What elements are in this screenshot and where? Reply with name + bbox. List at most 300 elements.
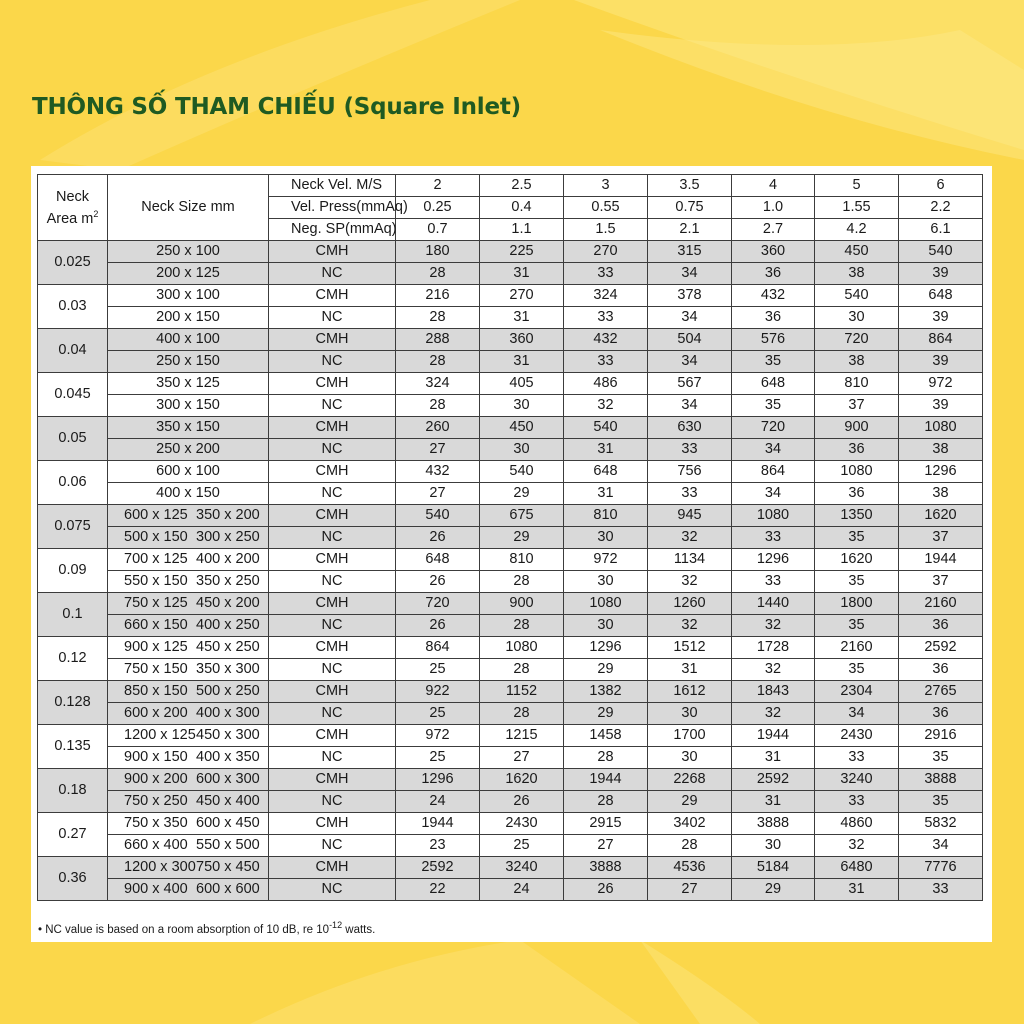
value-cell: 432 [564, 329, 648, 351]
measure-type-cell: CMH [269, 549, 396, 571]
value-cell: 540 [564, 417, 648, 439]
value-cell: 33 [564, 351, 648, 373]
neck-size-value: 600 x 300 [196, 771, 260, 787]
value-cell: 26 [396, 571, 480, 593]
value-cell: 28 [648, 835, 732, 857]
neck-size-cell [108, 813, 269, 835]
value-cell: 324 [564, 285, 648, 307]
value-cell: 32 [648, 527, 732, 549]
value-cell: 24 [396, 791, 480, 813]
neck-size-cell: 400 x 150 [108, 483, 269, 505]
value-cell: 810 [564, 505, 648, 527]
value-cell: 1382 [564, 681, 648, 703]
header-value: 2 [396, 175, 480, 197]
neck-size-cell: 350 x 125 [108, 373, 269, 395]
value-cell: 27 [396, 483, 480, 505]
header-row [38, 175, 983, 197]
neck-area-cell: 0.36 [38, 857, 108, 901]
table-row [38, 681, 983, 703]
table-row [38, 747, 983, 769]
value-cell: 1080 [899, 417, 983, 439]
neck-area-cell: 0.075 [38, 505, 108, 549]
neck-area-cell: 0.05 [38, 417, 108, 461]
neck-size-value: 600 x 450 [196, 815, 260, 831]
value-cell: 27 [480, 747, 564, 769]
value-cell: 3240 [815, 769, 899, 791]
measure-type-cell: NC [269, 879, 396, 901]
measure-type-cell: CMH [269, 373, 396, 395]
measure-type-cell: NC [269, 263, 396, 285]
neck-size-value: 450 x 250 [196, 639, 260, 655]
table-row [38, 307, 983, 329]
table-row [38, 703, 983, 725]
neck-size-value: 400 x 250 [196, 617, 260, 633]
value-cell: 2160 [815, 637, 899, 659]
header-value: 4 [732, 175, 815, 197]
value-cell: 1944 [732, 725, 815, 747]
value-cell: 33 [815, 747, 899, 769]
value-cell: 31 [480, 263, 564, 285]
table-row [38, 813, 983, 835]
neck-area-header-sup: 2 [93, 208, 99, 219]
value-cell: 33 [899, 879, 983, 901]
value-cell: 37 [899, 571, 983, 593]
measure-type-cell: NC [269, 395, 396, 417]
table-row [38, 351, 983, 373]
neck-size-cell [108, 659, 269, 681]
value-cell: 270 [564, 241, 648, 263]
value-cell: 2592 [396, 857, 480, 879]
measure-type-cell: NC [269, 571, 396, 593]
value-cell: 33 [648, 483, 732, 505]
spec-table [37, 174, 983, 901]
neck-size-value: 600 x 125 [124, 507, 188, 523]
neck-size-cell [108, 857, 269, 879]
neck-size-value: 1200 x 125 [124, 727, 196, 743]
neck-area-cell: 0.12 [38, 637, 108, 681]
value-cell: 31 [732, 747, 815, 769]
table-row [38, 637, 983, 659]
value-cell: 23 [396, 835, 480, 857]
value-cell: 1080 [732, 505, 815, 527]
neck-area-cell: 0.09 [38, 549, 108, 593]
value-cell: 30 [480, 439, 564, 461]
neck-area-header-line1: Neck [55, 188, 90, 205]
neck-size-value: 850 x 150 [124, 683, 188, 699]
value-cell: 36 [732, 263, 815, 285]
neck-size-value: 350 x 200 [196, 507, 260, 523]
measure-type-cell: CMH [269, 241, 396, 263]
value-cell: 675 [480, 505, 564, 527]
value-cell: 315 [648, 241, 732, 263]
value-cell: 864 [899, 329, 983, 351]
value-cell: 31 [564, 439, 648, 461]
value-cell: 28 [396, 395, 480, 417]
value-cell: 630 [648, 417, 732, 439]
header-value: 3 [564, 175, 648, 197]
value-cell: 30 [564, 527, 648, 549]
measure-type-cell: CMH [269, 769, 396, 791]
value-cell: 432 [732, 285, 815, 307]
value-cell: 1612 [648, 681, 732, 703]
value-cell: 2592 [732, 769, 815, 791]
value-cell: 720 [732, 417, 815, 439]
value-cell: 2160 [899, 593, 983, 615]
header-value: 0.75 [648, 197, 732, 219]
measure-type-cell: NC [269, 703, 396, 725]
value-cell: 216 [396, 285, 480, 307]
header-value: 0.25 [396, 197, 480, 219]
measure-type-cell: NC [269, 439, 396, 461]
header-value: 6 [899, 175, 983, 197]
neck-size-cell [108, 879, 269, 901]
value-cell: 31 [480, 307, 564, 329]
value-cell: 34 [732, 439, 815, 461]
value-cell: 540 [396, 505, 480, 527]
measure-type-cell: CMH [269, 417, 396, 439]
measure-type-cell: CMH [269, 285, 396, 307]
neck-size-value: 750 x 450 [196, 859, 260, 875]
table-row [38, 571, 983, 593]
neck-size-value: 400 x 300 [196, 705, 260, 721]
neck-size-value: 900 x 200 [124, 771, 188, 787]
measure-type-cell: CMH [269, 813, 396, 835]
neck-size-value: 400 x 350 [196, 749, 260, 765]
spec-table-panel [31, 166, 992, 942]
value-cell: 36 [899, 615, 983, 637]
value-cell: 648 [396, 549, 480, 571]
table-row [38, 527, 983, 549]
value-cell: 1458 [564, 725, 648, 747]
value-cell: 35 [815, 659, 899, 681]
value-cell: 36 [899, 703, 983, 725]
value-cell: 30 [732, 835, 815, 857]
value-cell: 22 [396, 879, 480, 901]
neck-area-cell: 0.04 [38, 329, 108, 373]
header-value: 1.1 [480, 219, 564, 241]
value-cell: 1944 [564, 769, 648, 791]
neck-size-cell: 300 x 150 [108, 395, 269, 417]
header-value: 3.5 [648, 175, 732, 197]
table-row [38, 439, 983, 461]
spec-table-body [38, 175, 983, 901]
value-cell: 32 [648, 571, 732, 593]
neck-area-cell: 0.1 [38, 593, 108, 637]
footnote [38, 920, 376, 936]
value-cell: 28 [396, 307, 480, 329]
value-cell: 810 [815, 373, 899, 395]
neck-size-value: 350 x 250 [196, 573, 260, 589]
value-cell: 30 [815, 307, 899, 329]
table-row [38, 879, 983, 901]
value-cell: 1800 [815, 593, 899, 615]
value-cell: 30 [564, 615, 648, 637]
value-cell: 29 [648, 791, 732, 813]
footnote-suffix: watts. [342, 924, 376, 936]
neck-size-cell [108, 637, 269, 659]
value-cell: 36 [815, 439, 899, 461]
neck-size-value: 600 x 200 [124, 705, 188, 721]
measure-type-cell: CMH [269, 857, 396, 879]
table-row [38, 373, 983, 395]
table-row [38, 835, 983, 857]
table-row [38, 791, 983, 813]
value-cell: 32 [732, 703, 815, 725]
value-cell: 225 [480, 241, 564, 263]
neck-size-cell [108, 615, 269, 637]
measure-type-cell: NC [269, 791, 396, 813]
value-cell: 34 [899, 835, 983, 857]
value-cell: 38 [899, 439, 983, 461]
neck-size-value: 350 x 300 [196, 661, 260, 677]
value-cell: 28 [564, 747, 648, 769]
value-cell: 34 [648, 307, 732, 329]
header-value: 0.4 [480, 197, 564, 219]
value-cell: 2916 [899, 725, 983, 747]
neck-size-value: 400 x 200 [196, 551, 260, 567]
neck-size-cell: 350 x 150 [108, 417, 269, 439]
value-cell: 24 [480, 879, 564, 901]
footnote-exponent: -12 [329, 920, 343, 931]
header-value: 5 [815, 175, 899, 197]
measure-type-cell: CMH [269, 593, 396, 615]
neck-size-value: 750 x 250 [124, 793, 188, 809]
value-cell: 1620 [815, 549, 899, 571]
value-cell: 864 [732, 461, 815, 483]
value-cell: 3402 [648, 813, 732, 835]
neck-size-cell [108, 681, 269, 703]
value-cell: 288 [396, 329, 480, 351]
value-cell: 31 [648, 659, 732, 681]
value-cell: 31 [564, 483, 648, 505]
neck-size-value: 450 x 300 [196, 727, 260, 743]
table-row [38, 549, 983, 571]
neck-area-header-text [47, 186, 99, 230]
value-cell: 30 [648, 747, 732, 769]
value-cell: 1728 [732, 637, 815, 659]
value-cell: 504 [648, 329, 732, 351]
value-cell: 27 [564, 835, 648, 857]
value-cell: 1700 [648, 725, 732, 747]
measure-type-cell: NC [269, 835, 396, 857]
value-cell: 38 [815, 351, 899, 373]
neck-size-value: 450 x 200 [196, 595, 260, 611]
neck-area-cell: 0.135 [38, 725, 108, 769]
header-value: 0.55 [564, 197, 648, 219]
value-cell: 34 [815, 703, 899, 725]
value-cell: 1296 [732, 549, 815, 571]
measure-type-cell: CMH [269, 637, 396, 659]
table-row [38, 285, 983, 307]
value-cell: 1512 [648, 637, 732, 659]
value-cell: 5184 [732, 857, 815, 879]
neck-size-header: Neck Size mm [108, 175, 269, 241]
header-value: 2.1 [648, 219, 732, 241]
neck-size-cell [108, 791, 269, 813]
value-cell: 32 [815, 835, 899, 857]
value-cell: 27 [396, 439, 480, 461]
value-cell: 1134 [648, 549, 732, 571]
value-cell: 2765 [899, 681, 983, 703]
value-cell: 1296 [564, 637, 648, 659]
table-row [38, 329, 983, 351]
value-cell: 33 [564, 263, 648, 285]
value-cell: 6480 [815, 857, 899, 879]
table-row [38, 725, 983, 747]
value-cell: 1260 [648, 593, 732, 615]
value-cell: 34 [648, 395, 732, 417]
value-cell: 180 [396, 241, 480, 263]
measure-type-cell: CMH [269, 725, 396, 747]
value-cell: 1080 [564, 593, 648, 615]
neck-size-value: 900 x 125 [124, 639, 188, 655]
header-value: 4.2 [815, 219, 899, 241]
value-cell: 972 [396, 725, 480, 747]
value-cell: 28 [396, 351, 480, 373]
measure-type-cell: NC [269, 483, 396, 505]
value-cell: 567 [648, 373, 732, 395]
table-row [38, 241, 983, 263]
value-cell: 28 [480, 571, 564, 593]
neck-size-value: 660 x 400 [124, 837, 188, 853]
neck-size-cell: 400 x 100 [108, 329, 269, 351]
value-cell: 26 [480, 791, 564, 813]
value-cell: 360 [732, 241, 815, 263]
neck-size-value: 550 x 150 [124, 573, 188, 589]
neck-size-value: 660 x 150 [124, 617, 188, 633]
value-cell: 27 [648, 879, 732, 901]
value-cell: 3888 [899, 769, 983, 791]
value-cell: 922 [396, 681, 480, 703]
header-label: Neg. SP(mmAq) [269, 219, 396, 241]
neck-size-value: 900 x 150 [124, 749, 188, 765]
value-cell: 32 [564, 395, 648, 417]
neck-size-cell [108, 747, 269, 769]
neck-size-value: 600 x 600 [196, 881, 260, 897]
value-cell: 32 [732, 615, 815, 637]
value-cell: 1350 [815, 505, 899, 527]
neck-size-value: 750 x 350 [124, 815, 188, 831]
header-label: Neck Vel. M/S [269, 175, 396, 197]
value-cell: 3888 [564, 857, 648, 879]
table-row [38, 857, 983, 879]
value-cell: 31 [732, 791, 815, 813]
header-label: Vel. Press(mmAq) [269, 197, 396, 219]
value-cell: 1080 [815, 461, 899, 483]
neck-area-header-line2: Area m [46, 210, 94, 227]
value-cell: 25 [396, 747, 480, 769]
neck-size-cell [108, 835, 269, 857]
value-cell: 39 [899, 351, 983, 373]
value-cell: 405 [480, 373, 564, 395]
value-cell: 33 [815, 791, 899, 813]
measure-type-cell: CMH [269, 461, 396, 483]
neck-area-cell: 0.128 [38, 681, 108, 725]
value-cell: 32 [732, 659, 815, 681]
table-row [38, 395, 983, 417]
value-cell: 35 [815, 571, 899, 593]
value-cell: 25 [396, 703, 480, 725]
value-cell: 29 [564, 703, 648, 725]
neck-size-cell: 600 x 100 [108, 461, 269, 483]
value-cell: 2268 [648, 769, 732, 791]
value-cell: 26 [564, 879, 648, 901]
table-row [38, 659, 983, 681]
value-cell: 900 [480, 593, 564, 615]
header-value: 0.7 [396, 219, 480, 241]
value-cell: 25 [480, 835, 564, 857]
neck-size-value: 700 x 125 [124, 551, 188, 567]
value-cell: 31 [480, 351, 564, 373]
neck-size-value: 450 x 400 [196, 793, 260, 809]
neck-area-cell: 0.025 [38, 241, 108, 285]
value-cell: 810 [480, 549, 564, 571]
neck-area-cell: 0.03 [38, 285, 108, 329]
value-cell: 2592 [899, 637, 983, 659]
value-cell: 864 [396, 637, 480, 659]
value-cell: 29 [480, 483, 564, 505]
table-row [38, 593, 983, 615]
measure-type-cell: NC [269, 527, 396, 549]
neck-size-value: 500 x 250 [196, 683, 260, 699]
value-cell: 540 [815, 285, 899, 307]
neck-area-header [38, 175, 108, 241]
neck-size-value: 750 x 150 [124, 661, 188, 677]
value-cell: 2430 [480, 813, 564, 835]
value-cell: 35 [899, 747, 983, 769]
value-cell: 2915 [564, 813, 648, 835]
value-cell: 28 [564, 791, 648, 813]
value-cell: 29 [480, 527, 564, 549]
value-cell: 1944 [899, 549, 983, 571]
measure-type-cell: CMH [269, 505, 396, 527]
value-cell: 1620 [899, 505, 983, 527]
value-cell: 540 [899, 241, 983, 263]
value-cell: 648 [564, 461, 648, 483]
neck-size-value: 550 x 500 [196, 837, 260, 853]
value-cell: 1843 [732, 681, 815, 703]
neck-size-value: 500 x 150 [124, 529, 188, 545]
header-value: 2.5 [480, 175, 564, 197]
value-cell: 32 [648, 615, 732, 637]
neck-size-value: 300 x 250 [196, 529, 260, 545]
table-row [38, 483, 983, 505]
neck-area-cell: 0.06 [38, 461, 108, 505]
value-cell: 486 [564, 373, 648, 395]
neck-size-cell: 300 x 100 [108, 285, 269, 307]
value-cell: 2430 [815, 725, 899, 747]
value-cell: 648 [732, 373, 815, 395]
neck-size-value: 750 x 125 [124, 595, 188, 611]
value-cell: 1296 [899, 461, 983, 483]
neck-area-cell: 0.27 [38, 813, 108, 857]
value-cell: 720 [396, 593, 480, 615]
value-cell: 38 [899, 483, 983, 505]
value-cell: 37 [815, 395, 899, 417]
neck-size-cell: 200 x 125 [108, 263, 269, 285]
table-row [38, 461, 983, 483]
header-value: 2.2 [899, 197, 983, 219]
neck-area-cell: 0.18 [38, 769, 108, 813]
value-cell: 34 [732, 483, 815, 505]
neck-size-value: 900 x 400 [124, 881, 188, 897]
value-cell: 324 [396, 373, 480, 395]
value-cell: 1440 [732, 593, 815, 615]
value-cell: 35 [732, 351, 815, 373]
value-cell: 35 [815, 527, 899, 549]
table-row [38, 615, 983, 637]
neck-size-cell: 250 x 150 [108, 351, 269, 373]
